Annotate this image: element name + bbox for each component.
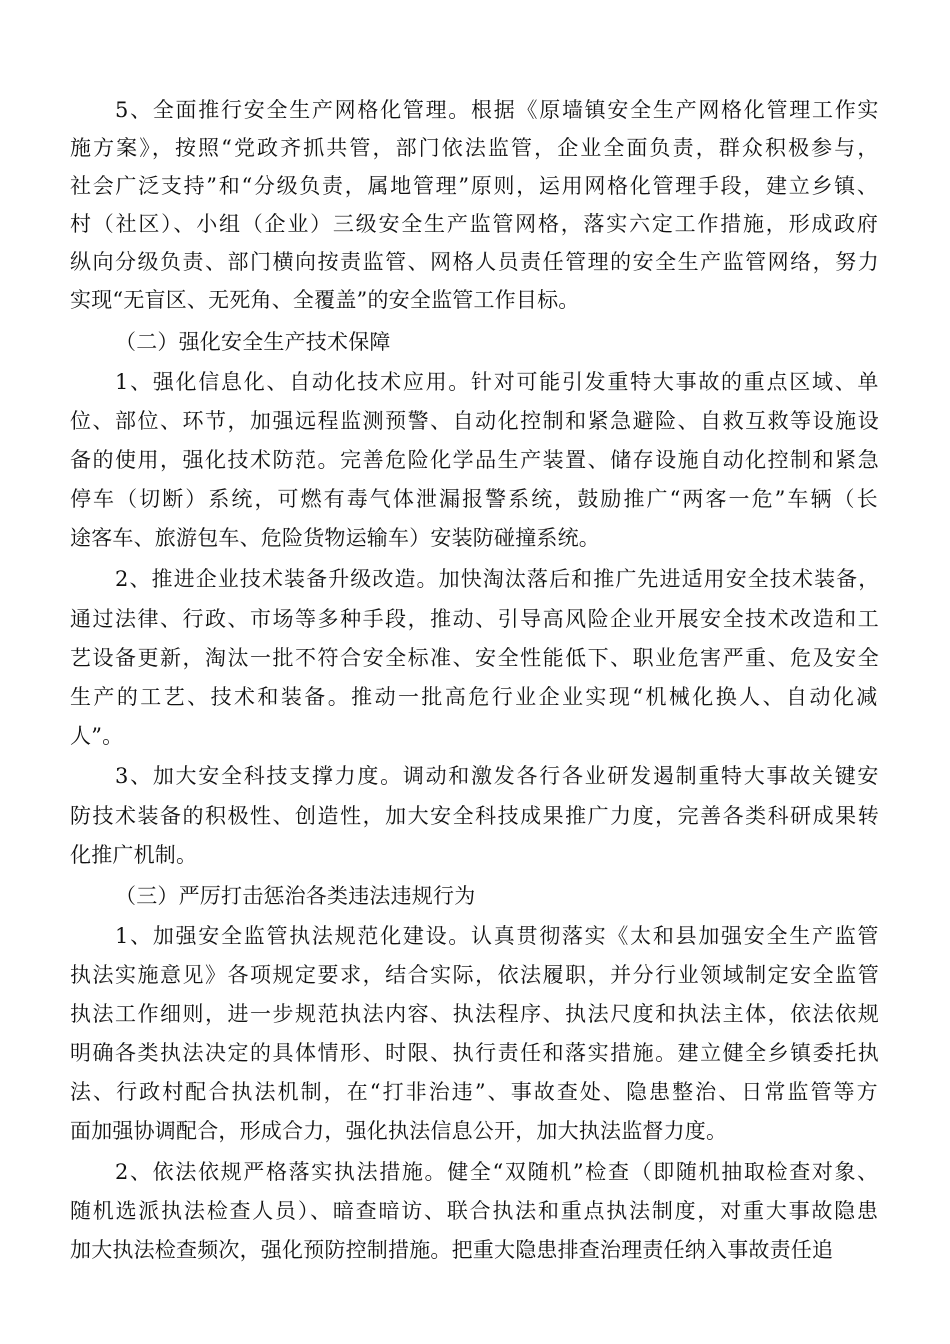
paragraph-line: 加大执法检查频次，强化预防控制措施。把重大隐患排查治理责任纳入事故责任追 [70, 1238, 834, 1262]
paragraph-line: 执法实施意见》各项规定要求，结合实际，依法履职，并分行业领域制定安全监管 [70, 963, 881, 987]
section-heading: （二）强化安全生产技术保障 [115, 330, 391, 354]
paragraph-line: 1、强化信息化、自动化技术应用。针对可能引发重特大事故的重点区域、单 [115, 370, 881, 394]
paragraph-line: 施方案》，按照“党政齐抓共管，部门依法监管，企业全面负责，群众积极参与， [70, 136, 881, 160]
paragraph-line: 化推广机制。 [70, 843, 198, 867]
paragraph-line: 社会广泛支持”和“分级负责，属地管理”原则，运用网格化管理手段，建立乡镇、 [70, 174, 880, 198]
paragraph-line: 防技术装备的积极性、创造性，加大安全科技成果推广力度，完善各类科研成果转 [70, 804, 881, 828]
paragraph-line: 备的使用，强化技术防范。完善危险化学品生产装置、储存设施自动化控制和紧急 [70, 448, 881, 472]
paragraph-line: 途客车、旅游包车、危险货物运输车）安装防碰撞系统。 [70, 526, 600, 550]
paragraph-line: 法、行政村配合执法机制，在“打非治违”、事故查处、隐患整治、日常监管等方 [70, 1080, 880, 1104]
paragraph-line: 2、推进企业技术装备升级改造。加快淘汰落后和推广先进适用安全技术装备， [115, 567, 881, 591]
paragraph-line: 停车（切断）系统，可燃有毒气体泄漏报警系统，鼓励推广“两客一危”车辆（长 [70, 487, 880, 511]
paragraph-line: 艺设备更新，淘汰一批不符合安全标准、安全性能低下、职业危害严重、危及安全 [70, 646, 881, 670]
paragraph-line: 面加强协调配合，形成合力，强化执法信息公开，加大执法监督力度。 [70, 1119, 728, 1143]
paragraph-line: 纵向分级负责、部门横向按责监管、网格人员责任管理的安全生产监管网络，努力 [70, 250, 881, 274]
paragraph-line: 执法工作细则，进一步规范执法内容、执法程序、执法尺度和执法主体，依法依规 [70, 1002, 881, 1026]
paragraph-line: 1、加强安全监管执法规范化建设。认真贯彻落实《太和县加强安全生产监管 [115, 924, 881, 948]
paragraph-line: 村（社区）、小组（企业）三级安全生产监管网格，落实六定工作措施，形成政府 [70, 212, 880, 236]
paragraph-line: 位、部位、环节，加强远程监测预警、自动化控制和紧急避险、自救互救等设施设 [70, 409, 881, 433]
paragraph-line: 实现“无盲区、无死角、全覆盖”的安全监管工作目标。 [70, 288, 580, 312]
paragraph-line: 3、加大安全科技支撑力度。调动和激发各行各业研发遏制重特大事故关键安 [115, 764, 881, 788]
paragraph-line: 人”。 [70, 724, 124, 748]
paragraph-line: 生产的工艺、技术和装备。推动一批高危行业企业实现“机械化换人、自动化减 [70, 685, 880, 709]
paragraph-line: 2、依法依规严格落实执法措施。健全“双随机”检查（即随机抽取检查对象、 [115, 1160, 880, 1184]
paragraph-line: 通过法律、行政、市场等多种手段，推动、引导高风险企业开展安全技术改造和工 [70, 607, 881, 631]
section-heading: （三）严厉打击惩治各类违法违规行为 [115, 884, 476, 908]
paragraph-line: 明确各类执法决定的具体情形、时限、执行责任和落实措施。建立健全乡镇委托执 [70, 1041, 881, 1065]
paragraph-line: 随机选派执法检查人员）、暗查暗访、联合执法和重点执法制度，对重大事故隐患 [70, 1199, 880, 1223]
paragraph-line: 5、全面推行安全生产网格化管理。根据《原墙镇安全生产网格化管理工作实 [115, 98, 881, 122]
